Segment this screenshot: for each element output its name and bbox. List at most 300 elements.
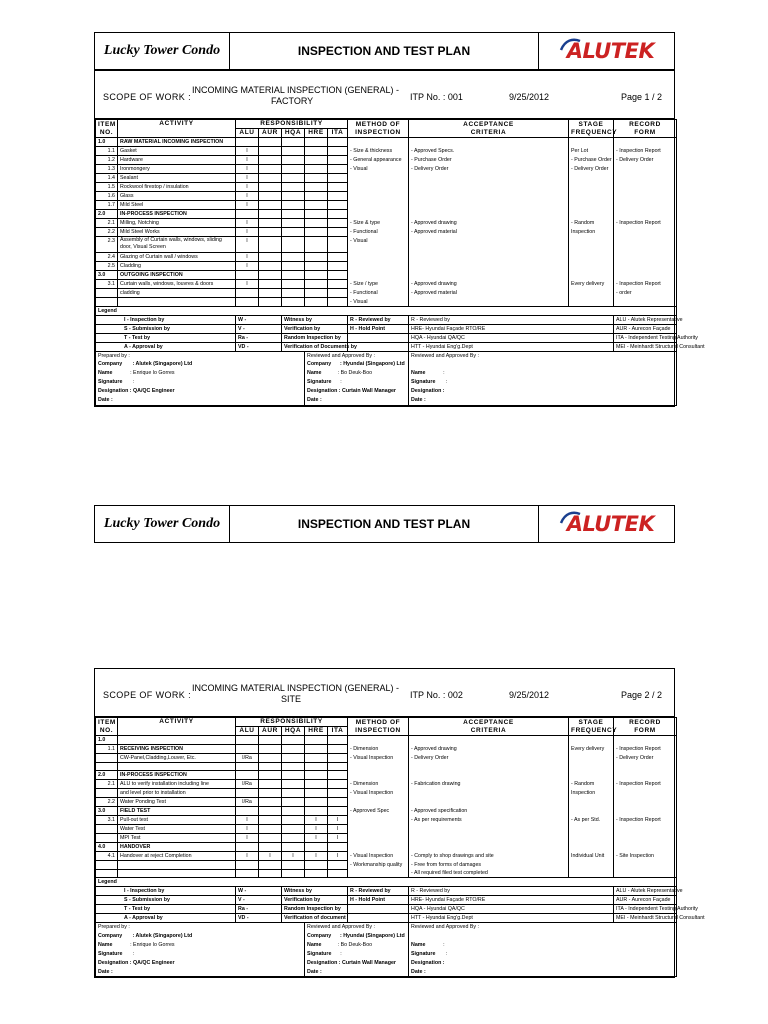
- table-row: [96, 807, 677, 816]
- activity-cell: Ironmongery: [118, 165, 236, 174]
- method-cell: [348, 736, 409, 745]
- activity-cell: cladding: [118, 289, 236, 298]
- col-hqa: HQA: [282, 129, 305, 138]
- table-row: [96, 789, 677, 798]
- criteria-cell: [409, 825, 569, 834]
- activity-cell: RAW MATERIAL INCOMING INSPECTION: [118, 138, 236, 147]
- table-row: [96, 861, 677, 869]
- table-header-row: [96, 718, 677, 727]
- activity-cell: Water Ponding Test: [118, 798, 236, 807]
- document-header-1: [94, 32, 675, 70]
- criteria-cell: [409, 237, 569, 253]
- frequency-cell: - Random: [569, 780, 614, 789]
- criteria-cell: [409, 271, 569, 280]
- aur-cell: [259, 156, 282, 165]
- item-number: [96, 763, 118, 771]
- hre-cell: [305, 861, 328, 869]
- hqa-cell: [282, 280, 305, 289]
- col-record-form: RECORD FORM: [614, 120, 677, 138]
- alu-cell: I: [236, 816, 259, 825]
- frequency-cell: - Delivery Order: [569, 165, 614, 174]
- hqa-cell: [282, 780, 305, 789]
- record-form-cell: - Inspection Report: [614, 780, 677, 789]
- criteria-cell: - As per requirements: [409, 816, 569, 825]
- alu-cell: I: [236, 228, 259, 237]
- hyundai-designation: Designation : Curtain Wall Manager: [305, 387, 409, 396]
- legend-code-3: H - Hold Point: [348, 324, 409, 333]
- item-number: 1.6: [96, 192, 118, 201]
- item-number: [96, 825, 118, 834]
- signoff-designation-row: [96, 387, 677, 396]
- legend-row: [96, 315, 677, 324]
- hre-cell: [305, 174, 328, 183]
- col-item: ITEM NO.: [96, 718, 118, 736]
- table-row: [96, 825, 677, 834]
- criteria-cell: [409, 138, 569, 147]
- alu-cell: [236, 210, 259, 219]
- method-cell: - Workmanship quality: [348, 861, 409, 869]
- alu-cell: I: [236, 825, 259, 834]
- third-name: Name :: [409, 369, 677, 378]
- hqa-cell: [282, 192, 305, 201]
- activity-cell: [118, 869, 236, 878]
- frequency-cell: [569, 843, 614, 852]
- aur-cell: [259, 825, 282, 834]
- legend-desc-2: Random Inspection by: [282, 333, 348, 342]
- legend-party-2: MEI - Meinhardt Structural Consultant: [614, 342, 677, 351]
- alutek-signature: Signature :: [96, 950, 305, 959]
- third-name: Name :: [409, 941, 677, 950]
- frequency-cell: [569, 237, 614, 253]
- record-form-cell: [614, 825, 677, 834]
- method-cell: [348, 771, 409, 780]
- frequency-cell: Every delivery: [569, 745, 614, 754]
- aur-cell: [259, 219, 282, 228]
- hre-cell: [305, 754, 328, 763]
- scope-value-line-2: FACTORY: [271, 96, 314, 106]
- col-method: METHOD OF INSPECTION: [348, 120, 409, 138]
- activity-cell: FIELD TEST: [118, 807, 236, 816]
- col-responsibility: RESPONSIBILITY: [236, 718, 348, 727]
- aur-cell: [259, 789, 282, 798]
- third-designation: Designation :: [409, 959, 677, 968]
- hqa-cell: [282, 789, 305, 798]
- item-number: [96, 289, 118, 298]
- item-number: 2.1: [96, 219, 118, 228]
- frequency-cell: [569, 262, 614, 271]
- method-cell: [348, 192, 409, 201]
- criteria-cell: [409, 262, 569, 271]
- activity-cell: Mild Steel: [118, 201, 236, 210]
- aur-cell: [259, 289, 282, 298]
- alu-cell: [236, 843, 259, 852]
- hre-cell: [305, 201, 328, 210]
- legend-code-3: [348, 905, 409, 914]
- alutek-logo: [539, 33, 674, 69]
- aur-cell: [259, 201, 282, 210]
- alutek-name: Name : Enrique lo Gorres: [96, 369, 305, 378]
- frequency-cell: [569, 271, 614, 280]
- record-form-cell: [614, 201, 677, 210]
- logo-text: ALUTEK: [566, 39, 655, 63]
- legend-code-3: R - Reviewed by: [348, 315, 409, 324]
- record-form-cell: - Site Inspection: [614, 852, 677, 861]
- itp-sheet-1: [94, 70, 705, 407]
- legend-code-2: VD -: [236, 342, 282, 351]
- frequency-cell: - Random: [569, 219, 614, 228]
- hqa-cell: [282, 210, 305, 219]
- legend-code-3: H - Hold Point: [348, 896, 409, 905]
- aur-cell: [259, 228, 282, 237]
- method-cell: [348, 869, 409, 878]
- item-number: [96, 869, 118, 878]
- hqa-cell: [282, 165, 305, 174]
- method-cell: [348, 798, 409, 807]
- alu-cell: I/Ra: [236, 780, 259, 789]
- frequency-cell: - Purchase Order: [569, 156, 614, 165]
- legend-code: I - Inspection by: [96, 315, 236, 324]
- aur-cell: [259, 147, 282, 156]
- prepared-by-label: Prepared by :: [96, 351, 305, 360]
- hqa-cell: [282, 745, 305, 754]
- table-row: [96, 174, 677, 183]
- alu-cell: I: [236, 262, 259, 271]
- legend-party-1: HRE- Hyundai Façade RTO/RE: [409, 896, 614, 905]
- aur-cell: [259, 763, 282, 771]
- hre-cell: [305, 228, 328, 237]
- aur-cell: [259, 183, 282, 192]
- method-cell: - Approved Spec: [348, 807, 409, 816]
- legend-code-2: W -: [236, 315, 282, 324]
- legend-party-2: ITA - Independent Testing Authority: [614, 333, 677, 342]
- activity-cell: Rockwool firestop / insulation: [118, 183, 236, 192]
- hqa-cell: [282, 861, 305, 869]
- item-number: 2.0: [96, 771, 118, 780]
- aur-cell: [259, 174, 282, 183]
- hre-cell: [305, 869, 328, 878]
- hqa-cell: [282, 183, 305, 192]
- alu-cell: I: [236, 192, 259, 201]
- alutek-date: Date :: [96, 968, 305, 977]
- method-cell: - Size & type: [348, 219, 409, 228]
- hqa-cell: [282, 754, 305, 763]
- alu-cell: [236, 745, 259, 754]
- item-number: 1.1: [96, 745, 118, 754]
- item-number: 2.1: [96, 780, 118, 789]
- item-number: 3.1: [96, 816, 118, 825]
- alu-cell: I: [236, 183, 259, 192]
- third-date: Date :: [409, 396, 677, 405]
- alu-cell: [236, 736, 259, 745]
- ita-cell: [328, 165, 348, 174]
- table-row: [96, 192, 677, 201]
- itp-sheet-2: [94, 668, 705, 978]
- record-form-cell: [614, 253, 677, 262]
- table-row: [96, 289, 677, 298]
- hqa-cell: [282, 843, 305, 852]
- method-cell: - Visual Inspection: [348, 754, 409, 763]
- legend-code: I - Inspection by: [96, 887, 236, 896]
- method-cell: [348, 262, 409, 271]
- aur-cell: [259, 280, 282, 289]
- criteria-cell: [409, 789, 569, 798]
- signoff-company-row: [96, 932, 677, 941]
- legend-party-1: R - Reviewed by: [409, 315, 614, 324]
- hre-cell: [305, 771, 328, 780]
- frequency-cell: [569, 861, 614, 869]
- hre-cell: [305, 183, 328, 192]
- frequency-cell: Inspection: [569, 789, 614, 798]
- legend-desc-2: Witness by: [282, 887, 348, 896]
- method-cell: - General appearance: [348, 156, 409, 165]
- item-number: 1.5: [96, 183, 118, 192]
- criteria-cell: [409, 763, 569, 771]
- col-ita: ITA: [328, 727, 348, 736]
- aur-cell: [259, 807, 282, 816]
- aur-cell: [259, 834, 282, 843]
- ita-cell: [328, 798, 348, 807]
- alu-cell: [236, 771, 259, 780]
- legend-party-1: R - Reviewed by: [409, 887, 614, 896]
- ita-cell: [328, 736, 348, 745]
- record-form-cell: [614, 807, 677, 816]
- ita-cell: [328, 771, 348, 780]
- signoff-header-row: [96, 923, 677, 932]
- hre-cell: [305, 138, 328, 147]
- col-frequency: STAGE FREQUENCY: [569, 120, 614, 138]
- record-form-cell: [614, 789, 677, 798]
- col-criteria: ACCEPTANCE CRITERIA: [409, 120, 569, 138]
- signoff-header-row: [96, 351, 677, 360]
- col-ita: ITA: [328, 129, 348, 138]
- item-number: 1.0: [96, 138, 118, 147]
- alu-cell: I: [236, 219, 259, 228]
- col-responsibility: RESPONSIBILITY: [236, 120, 348, 129]
- legend-desc-2: Random Inspection by: [282, 905, 348, 914]
- hqa-cell: [282, 825, 305, 834]
- ita-cell: [328, 156, 348, 165]
- frequency-cell: [569, 834, 614, 843]
- hqa-cell: [282, 138, 305, 147]
- criteria-cell: - Approved drawing: [409, 219, 569, 228]
- frequency-cell: [569, 138, 614, 147]
- col-hqa: HQA: [282, 727, 305, 736]
- aur-cell: [259, 771, 282, 780]
- frequency-cell: [569, 192, 614, 201]
- activity-cell: HANDOVER: [118, 843, 236, 852]
- hre-cell: I: [305, 816, 328, 825]
- col-record-form: RECORD FORM: [614, 718, 677, 736]
- legend-row: [96, 324, 677, 333]
- method-cell: - Visual: [348, 298, 409, 307]
- ita-cell: [328, 745, 348, 754]
- criteria-cell: [409, 834, 569, 843]
- hqa-cell: [282, 271, 305, 280]
- scope-value-line-2: SITE: [281, 694, 302, 704]
- col-item: ITEM NO.: [96, 120, 118, 138]
- ita-cell: [328, 183, 348, 192]
- legend-party-1: HTT - Hyundai Eng'g.Dept: [409, 342, 614, 351]
- table-row: [96, 280, 677, 289]
- hqa-cell: [282, 156, 305, 165]
- frequency-cell: Per Lot: [569, 147, 614, 156]
- criteria-cell: - Approved specification: [409, 807, 569, 816]
- item-number: [96, 789, 118, 798]
- activity-cell: Handover at reject Completion: [118, 852, 236, 861]
- activity-cell: IN-PROCESS INSPECTION: [118, 771, 236, 780]
- hyundai-signature: Signature :: [305, 950, 409, 959]
- col-alu: ALU: [236, 129, 259, 138]
- activity-cell: and level prior to installation: [118, 789, 236, 798]
- ita-cell: [328, 237, 348, 253]
- itp-table-1: [95, 119, 705, 406]
- table-row: [96, 780, 677, 789]
- frequency-cell: [569, 174, 614, 183]
- ita-cell: [328, 174, 348, 183]
- activity-cell: Sealant: [118, 174, 236, 183]
- col-hre: HRE: [305, 129, 328, 138]
- scope-value-line-1: INCOMING MATERIAL INSPECTION (GENERAL) -: [192, 85, 400, 95]
- legend-row: [96, 896, 677, 905]
- aur-cell: [259, 780, 282, 789]
- alu-cell: [236, 789, 259, 798]
- hqa-cell: [282, 763, 305, 771]
- criteria-cell: - Delivery Order: [409, 165, 569, 174]
- criteria-cell: - Comply to shop drawings and site: [409, 852, 569, 861]
- ita-cell: [328, 201, 348, 210]
- third-signature: Signature :: [409, 950, 677, 959]
- hyundai-date: Date :: [305, 396, 409, 405]
- alu-cell: [236, 763, 259, 771]
- aur-cell: I: [259, 852, 282, 861]
- legend-code-2: Ra -: [236, 905, 282, 914]
- hqa-cell: [282, 816, 305, 825]
- item-number: 1.3: [96, 165, 118, 174]
- hre-cell: [305, 156, 328, 165]
- frequency-cell: Inspection: [569, 228, 614, 237]
- alutek-designation: Designation : QA/QC Engineer: [96, 387, 305, 396]
- hre-cell: [305, 147, 328, 156]
- table-row: [96, 816, 677, 825]
- hre-cell: [305, 843, 328, 852]
- item-number: [96, 298, 118, 307]
- item-number: 3.0: [96, 271, 118, 280]
- ita-cell: [328, 138, 348, 147]
- page-number: Page 2 / 2: [621, 690, 663, 700]
- criteria-cell: [409, 210, 569, 219]
- hqa-cell: I: [282, 852, 305, 861]
- legend-party-2: ALU - Alutek Representative: [614, 887, 677, 896]
- logo-text: ALUTEK: [566, 512, 655, 536]
- hre-cell: [305, 789, 328, 798]
- table-row: [96, 228, 677, 237]
- hqa-cell: [282, 201, 305, 210]
- frequency-cell: [569, 807, 614, 816]
- activity-cell: [118, 861, 236, 869]
- table-row: [96, 798, 677, 807]
- table-row: [96, 147, 677, 156]
- ita-cell: [328, 754, 348, 763]
- frequency-cell: Individual Unit: [569, 852, 614, 861]
- ita-cell: [328, 147, 348, 156]
- method-cell: [348, 825, 409, 834]
- third-designation: Designation :: [409, 387, 677, 396]
- legend-label: Legend: [96, 306, 677, 315]
- ita-cell: [328, 262, 348, 271]
- alutek-signature: Signature :: [96, 378, 305, 387]
- frequency-cell: [569, 825, 614, 834]
- ita-cell: [328, 861, 348, 869]
- prepared-by-label: Prepared by :: [96, 923, 305, 932]
- aur-cell: [259, 754, 282, 763]
- signoff-company-row: [96, 360, 677, 369]
- hre-cell: [305, 736, 328, 745]
- activity-cell: Mild Steel Works: [118, 228, 236, 237]
- record-form-cell: [614, 771, 677, 780]
- legend-code-3: [348, 333, 409, 342]
- hqa-cell: [282, 298, 305, 307]
- ita-cell: I: [328, 852, 348, 861]
- hre-cell: [305, 192, 328, 201]
- alu-cell: I: [236, 201, 259, 210]
- legend-row: [96, 342, 677, 351]
- alutek-logo: [539, 506, 674, 542]
- legend-title-row: [96, 878, 677, 887]
- reviewed-by-label: Reviewed and Approved By :: [305, 923, 409, 932]
- ita-cell: [328, 780, 348, 789]
- legend-desc-2: Verification of document: [282, 914, 348, 923]
- itp-number: ITP No. : 002: [410, 690, 463, 700]
- record-form-cell: [614, 843, 677, 852]
- frequency-cell: [569, 763, 614, 771]
- alutek-company: Company : Alutek (Singapore) Ltd: [96, 360, 305, 369]
- page-number: Page 1 / 2: [621, 92, 663, 102]
- legend-label: Legend: [96, 878, 677, 887]
- criteria-cell: [409, 192, 569, 201]
- frequency-cell: [569, 798, 614, 807]
- record-form-cell: - Inspection Report: [614, 745, 677, 754]
- activity-cell: OUTGOING INSPECTION: [118, 271, 236, 280]
- method-cell: [348, 183, 409, 192]
- ita-cell: [328, 807, 348, 816]
- legend-party-2: ALU - Alutek Representative: [614, 315, 677, 324]
- item-number: 4.1: [96, 852, 118, 861]
- signoff-designation-row: [96, 959, 677, 968]
- legend-desc-2: Verification of Documents by: [282, 342, 348, 351]
- hqa-cell: [282, 147, 305, 156]
- hqa-cell: [282, 807, 305, 816]
- aur-cell: [259, 816, 282, 825]
- table-row: [96, 183, 677, 192]
- legend-code-3: [348, 914, 409, 923]
- item-number: 1.7: [96, 201, 118, 210]
- item-number: 2.0: [96, 210, 118, 219]
- method-cell: [348, 271, 409, 280]
- table-row: [96, 253, 677, 262]
- legend-row: [96, 914, 677, 923]
- frequency-cell: [569, 289, 614, 298]
- legend-code: T - Test by: [96, 905, 236, 914]
- item-number: 2.5: [96, 262, 118, 271]
- hyundai-designation: Designation : Curtain Wall Manager: [305, 959, 409, 968]
- reviewed-by-label: Reviewed and Approved By :: [305, 351, 409, 360]
- record-form-cell: [614, 192, 677, 201]
- item-number: 3.0: [96, 807, 118, 816]
- aur-cell: [259, 798, 282, 807]
- hre-cell: [305, 253, 328, 262]
- table-row: [96, 201, 677, 210]
- hqa-cell: [282, 771, 305, 780]
